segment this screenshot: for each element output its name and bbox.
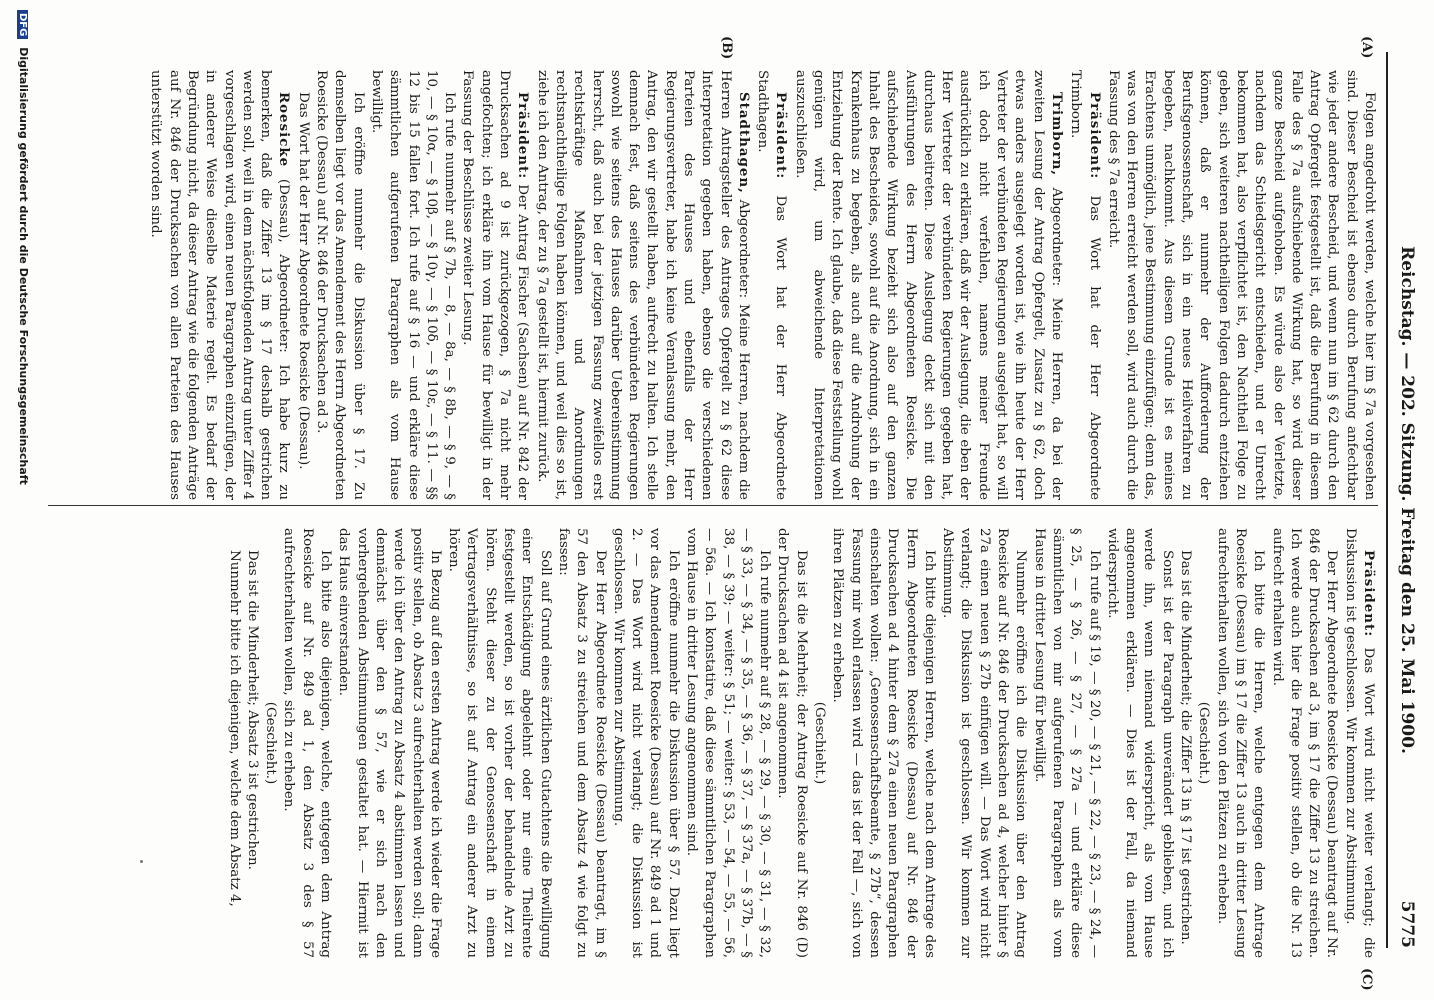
column-divider <box>48 505 1378 506</box>
text-paragraph: Ich bitte diejenigen Herren, welche nach dem Antrage des Herrn Abgeordneten Roesicke (Dessau) auf Nr. 846 der Drucksachen ad 4 hinter dem § 27a einen neuen Paragraphen einschalten wollen: „Genossenschaftsbeamte, § 27b“, dessen Fassung mir wohl erlassen wird — das ist der Fall —, sich von ihren Plätzen zu erheben. <box>830 528 937 958</box>
margin-mark-b: (B) <box>719 36 734 60</box>
credit-text: Digitalisierung gefördert durch die Deutsche Forschungsgemeinschaft <box>17 47 30 485</box>
right-text-column <box>48 528 1378 958</box>
text-paragraph: Ich bitte also diejenigen, welche, entgegen dem Antrag Roesicke auf Nr. 849 ad 1, den Absatz 3 des § 57 aufrechterhalten wollen, sich zu erheben. <box>281 528 334 958</box>
speech-text: (Dessau), Abgeordneter: Ich habe kurz zu bemerken, daß die Ziffer 13 im § 17 deshalb gestrichen werden soll, weil in dem nächstfolgenden Antrag unter Ziffer 4 vorgeschlagen wird, einen neuen Paragraphen einzufügen, der in anderer Weise dieselbe Materie regelt. Es bedarf der Begründung nicht, da dieser Antrag wie die folgenden Anträge auf Nr. 846 der Drucksachen von allen Parteien des Hauses unterstützt worden sind. <box>148 70 292 500</box>
speaker-name: Präsident: <box>773 92 790 180</box>
digitization-credit <box>17 0 30 1000</box>
speaker-name: Präsident: <box>515 92 532 180</box>
text-paragraph: Das ist die Mehrheit; der Antrag Roesicke auf Nr. 846 (D) der Drucksachen ad 4 ist angenommen. <box>775 528 809 958</box>
speech-paragraph <box>458 70 532 500</box>
speech-paragraph <box>1340 528 1378 958</box>
text-paragraph: Ich eröffne nunmehr die Diskussion über § 17. Zu demselben liegt vor das Amendement des Herrn Abgeordneten Roesicke (Dessau) auf Nr. 846 der Drucksachen ad 3. <box>314 70 366 500</box>
text-paragraph: Folgen angedroht werden, welche hier im § 7a vorgesehen sind. Dieser Bescheid ist ebenso durch Berufung anfechtbar wie jeder andere Bescheid, und wenn nun im § 62 durch den Antrag Opfergelt festgestellt ist, daß die Berufung in diesem Falle des § 7a aufschiebende Wirkung hat, so wird dieser ganze Bescheid aufgehoben. Es würde also der Verletzte, nachdem das Schiedsgericht entschieden, und er Unrecht bekommen hat, also verpflichtet ist, den Nachtheil Folge zu geben, sich weiteren nachtheiligen Folgen dadurch entziehen können, daß er nunmehr der Aufforderung der Berufsgenossenschaft, sich in ein neues Heilverfahren zu begeben, nachkommt. Aus diesem Grunde ist es meines Erachtens unmöglich, jene Bestimmung einzufügen; denn das, was von den Herren erreicht werden soll, wird auch durch die Fassung des § 7a erreicht. <box>1105 70 1377 500</box>
margin-mark-a: (A) <box>1359 36 1374 59</box>
speaker-name: Roesicke <box>276 92 293 168</box>
text-paragraph: Das ist die Minderheit; die Ziffer 13 in § 17 ist gestrichen. <box>1178 550 1194 945</box>
header-rule <box>1386 52 1388 948</box>
stage-direction: (Geschieht.) <box>263 701 279 785</box>
speech-text: Das Wort hat der Herr Abgeordnete Stadthagen. <box>755 70 789 500</box>
speech-paragraph <box>1066 70 1104 500</box>
speech-text: Das Wort wird nicht weiter verlangt; die Diskussion ist geschlossen. Wir kommen zur Abstimmung. <box>1342 528 1376 958</box>
text-paragraph: Ich rufe nunmehr auf § 7b, — 8, — 8a, — § 8b, — § 9, — § 10, — § 10α, — § 10β, — § 10γ, — § 10δ, — § 10ε, — § 11. — §§ 12 bis 15 fallen fort. Ich rufe auf § 16 — und erkläre diese sämmtlichen aufgerufenen Paragraphen als vom Hause bewilligt. <box>368 70 458 500</box>
scan-speck <box>140 860 143 863</box>
margin-mark-c: (C) <box>1359 968 1374 991</box>
text-paragraph: Ich rufe nunmehr auf § 28, — § 29, — § 30, — § 31, — § 32, — § 33, — § 34, — § 35, — § 36, — § 37, — § 37a, — § 37b, — § 38, — § 39; — weiter: § 51; — weiter: § 53, — 54, — 55, — 56, — 56a. — Ich konstatire, daß diese sämmtlichen Paragraphen vom Hause in dritter Lesung angenommen sind. <box>684 528 773 958</box>
speaker-name: Präsident: <box>1361 550 1377 638</box>
stage-direction: (Geschieht.) <box>812 701 828 785</box>
speaker-name: Präsident: <box>1086 92 1103 180</box>
speaker-name: Trimborn, <box>1048 92 1065 177</box>
text-paragraph: Der Herr Abgeordnete Roesicke (Dessau) beantragt, im § 57 den Absatz 3 zu streichen und dem Absatz 4 wie folgt zu fassen: <box>555 528 608 958</box>
speech-text: Abgeordneter: Meine Herren, nachdem die Herren Antragsteller des Antrages Opfergelt zu § 62 diese Interpretation gegeben haben, ebenso die verschiedenen Parteien des Hauses und ebenfalls der Herr Regierungsvertreter, habe ich keine Veranlassung mehr, den Antrag, den wir gestellt haben, aufrecht zu halten. Ich stelle demnach fest, daß seitens des verbündeten Regierungen sowohl wie seitens des Hauses darüber Uebereinstimmung herrscht, daß auch bei der jetzigen Fassung zweifellos erst rechtskräftige Maßnahmen und Anordnungen rechtsnachtheilige Folgen haben können, und weil dies so ist, ziehe ich den Antrag, der zu § 7a gestellt ist, hiermit zurück. <box>534 70 751 500</box>
text-paragraph: Soll auf Grund eines ärztlichen Gutachtens die Bewilligung einer Entschädigung abgelehnt oder nur eine Theilrente festgestellt werden, so ist vorher der behandelnde Arzt zu hören. Steht dieser zu der Genossenschaft in einem Vertragsverhältnisse, so ist auf Antrag ein anderer Arzt zu hören. <box>446 528 553 958</box>
text-paragraph: Ich eröffne nunmehr die Diskussion über § 57. Dazu liegt vor das Amendement Roesicke (Dessau) auf Nr. 849 ad 1 und 2. — Das Wort wird nicht verlangt; die Diskussion ist geschlossen. Wir kommen zur Abstimmung. <box>610 528 681 958</box>
text-paragraph: Der Herr Abgeordnete Roesicke (Dessau) beantragt auf Nr. 846 der Drucksachen ad 3, im § 17 die Ziffer 13 zu streichen. Ich werde auch hier die Frage positiv stellen, ob die Nr. 13 aufrecht erhalten wird. <box>1269 528 1340 958</box>
speech-paragraph <box>791 70 1066 500</box>
page-header <box>1392 52 1422 948</box>
text-paragraph: Das Wort hat der Herr Abgeordnete Roesicke (Dessau). <box>295 92 311 470</box>
text-paragraph: In Bezug auf den ersten Antrag werde ich wieder die Frage positiv stellen, ob Absatz 3 aufrechterhalten werden soll; dann werde ich über den Antrag zu Absatz 4 abstimmen lassen und demnächst über den § 57, wie er sich nach den vorhergehenden Abstimmungen gestaltet hat. — Hiermit ist das Haus einverstanden. <box>336 528 443 958</box>
text-paragraph: Das ist die Minderheit; Absatz 3 ist gestrichen. <box>244 550 260 870</box>
speech-text: Abgeordneter: Meine Herren, da bei der zweiten Lesung der Antrag Opfergelt, Zusatz zu § 62, doch etwas anders ausgelegt worden ist, wie ihn heute der Herr Vertreter der verbündeten Regierungen ausgelegt hat, so will ich doch nicht verfehlen, namens meiner Freunde ausdrücklich zu erklären, daß wir der Auslegung, die eben der Herr Vertreter der verbündeten Regierungen gegeben hat, durchaus beitreten. Diese Auslegung deckt sich mit den Ausführungen des Herrn Abgeordneten Roesicke. Die aufschiebende Wirkung bezieht sich also auf den ganzen Inhalt des Bescheides, sowohl auf die Anordnung, sich in ein Krankenhaus zu begeben, als auch auf die Androhung der Entziehung der Rente. Ich glaube, daß diese Feststellung wohl genügen wird, um abweichende Interpretationen auszuschließen. <box>792 70 1064 500</box>
text-paragraph: Sonst ist der Paragraph unverändert geblieben, und ich werde ihn, wenn niemand widerspricht, als vom Hause angenommen erklären. — Dies ist der Fall, da niemand widerspricht. <box>1104 528 1175 958</box>
text-paragraph: Ich bitte die Herren, welche entgegen dem Antrage Roesicke (Dessau) im § 17 die Ziffer 13 auch in dritter Lesung aufrechterhalten wollen, sich von den Plätzen zu erheben. <box>1214 528 1267 958</box>
text-paragraph: Nunmehr eröffne ich die Diskussion über den Antrag Roesicke auf Nr. 846 der Drucksachen ad 4, welcher hinter § 27a einen neuen § 27b einfügen will. — Das Wort wird nicht verlangt; die Diskussion ist geschlossen. Wir kommen zur Abstimmung. <box>940 528 1029 958</box>
page-number: 5775 <box>1397 900 1417 948</box>
speech-paragraph <box>753 70 791 500</box>
dfg-logo: DFG <box>17 10 28 39</box>
stage-direction: (Geschieht.) <box>1196 701 1212 785</box>
speech-paragraph <box>146 70 293 500</box>
speech-text: Das Wort hat der Herr Abgeordnete Trimborn. <box>1068 70 1102 500</box>
speaker-name: Stadthagen, <box>735 92 752 194</box>
speech-paragraph <box>532 70 753 500</box>
page-title: Reichstag. — 202. Sitzung. Freitag den 25. Mai 1900. <box>1397 246 1417 754</box>
left-text-column <box>48 70 1378 500</box>
speech-text: Der Antrag Fischer (Sachsen) auf Nr. 842 der Drucksachen ad 9 ist zurückgezogen, § 7a nicht mehr angefochten; ich erkläre ihn vom Hause für bewilligt in der Fassung der Beschlüsse zweiter Lesung. <box>460 70 531 500</box>
text-paragraph: Nunmehr bitte ich diejenigen, welche dem Absatz 4, <box>226 550 242 907</box>
text-paragraph: Ich rufe auf § 19, — § 20, — § 21, — § 22, — § 23, — § 24, — § 25, — § 26, — § 27, — § 27a — und erkläre diese sämmtlichen von mir aufgerufenen Paragraphen als vom Hause in dritter Lesung für bewilligt. <box>1031 528 1102 958</box>
